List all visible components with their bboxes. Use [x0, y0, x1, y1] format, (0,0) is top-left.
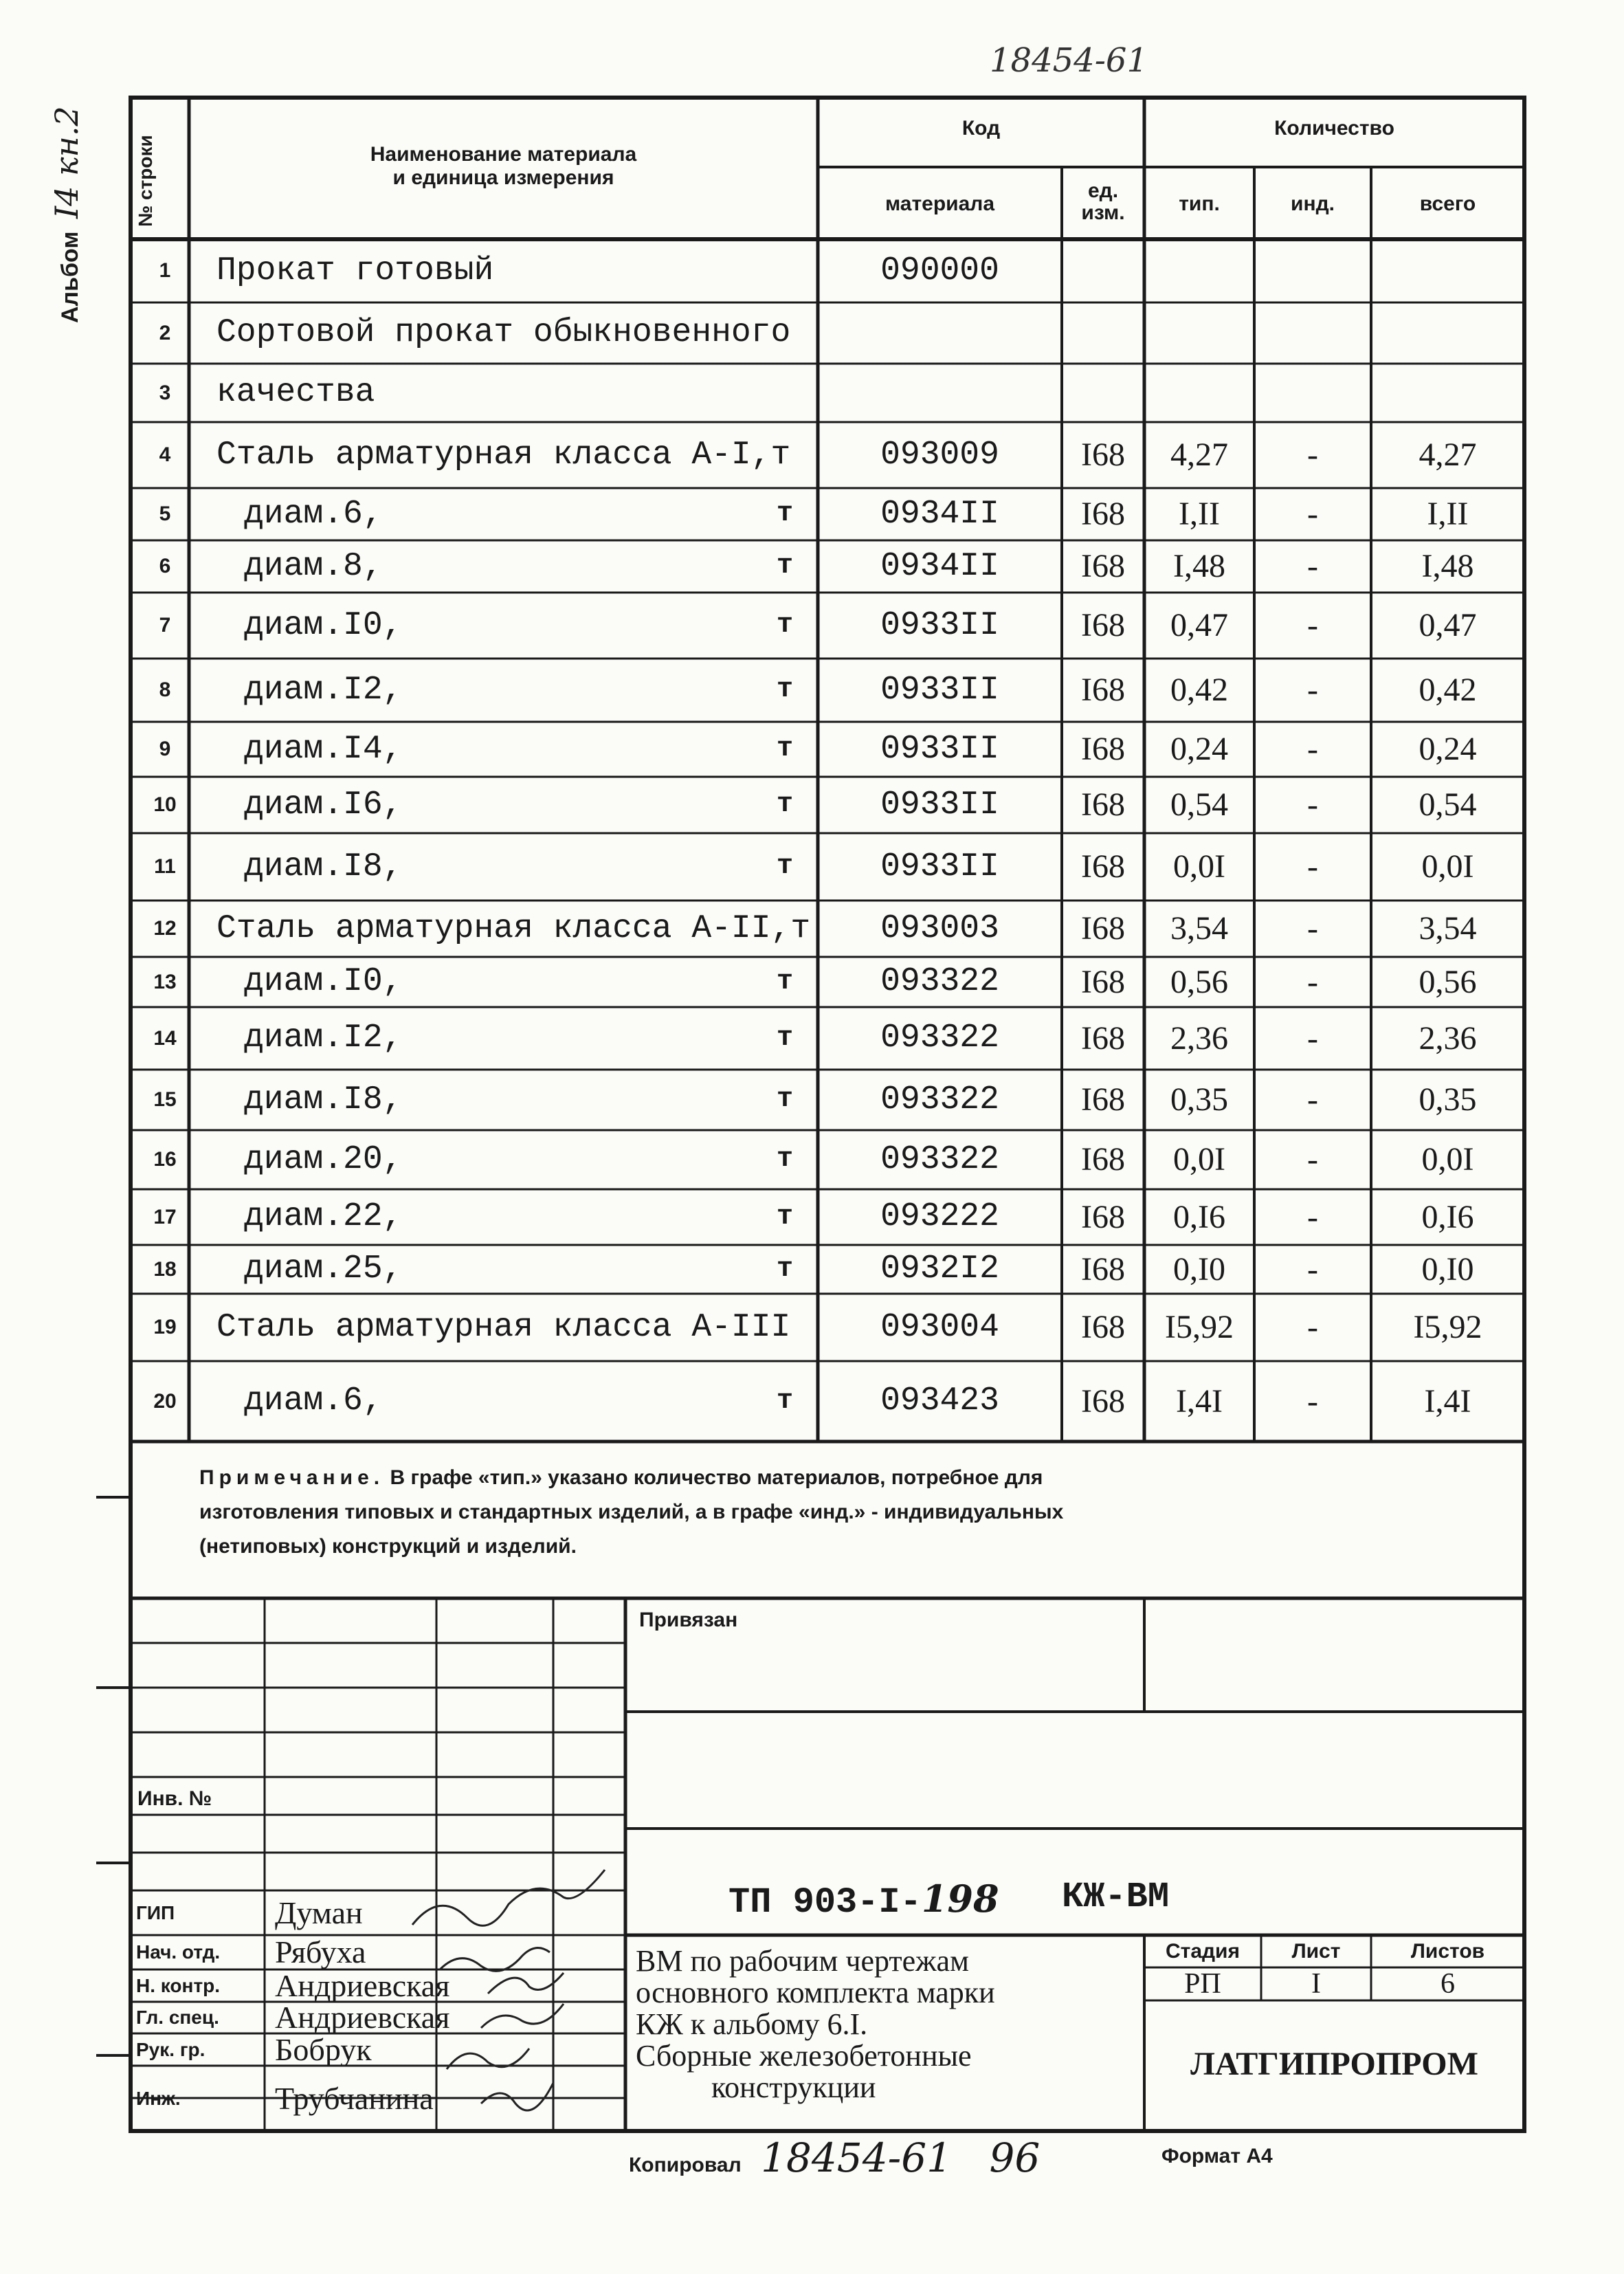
table-row: [0, 1361, 1524, 1442]
row-ind: -: [1307, 1020, 1318, 1057]
row-name: диам.20,: [244, 1141, 403, 1178]
row-total: 0,24: [1419, 731, 1477, 767]
row-typ: I,48: [1173, 548, 1225, 584]
row-ind: -: [1307, 910, 1318, 947]
row-typ: 0,24: [1170, 731, 1228, 767]
row-total: 0,35: [1419, 1081, 1477, 1118]
stamp-role-name: Андриевская: [275, 2000, 450, 2035]
row-typ: I,4I: [1176, 1383, 1223, 1420]
row-unit: I68: [1081, 1081, 1125, 1118]
stamp-inv-no-label: Инв. №: [137, 1787, 212, 1810]
row-total: 4,27: [1419, 437, 1477, 473]
header-row-no: № строки: [135, 135, 156, 227]
row-code: 0933II: [880, 848, 999, 885]
row-name: Сталь арматурная класса А-II,т: [216, 910, 811, 947]
row-number: 3: [159, 382, 171, 404]
row-code: 093222: [880, 1198, 999, 1235]
row-unit-t: т: [777, 1023, 794, 1054]
stamp-title-line-1: ВМ по рабочим чертежам: [636, 1944, 969, 1978]
row-name: качества: [216, 374, 375, 411]
row-name: диам.I2,: [244, 672, 403, 709]
stamp-doc-code-handwritten: 198: [921, 1877, 999, 1921]
row-typ: 4,27: [1170, 437, 1228, 473]
row-name: Сталь арматурная класса А-III: [216, 1309, 791, 1346]
header-unit-line2: изм.: [1081, 201, 1125, 224]
row-unit-t: т: [777, 1254, 794, 1285]
row-unit-t: т: [777, 1084, 794, 1115]
stamp-sheet-value: I: [1311, 1968, 1321, 2000]
row-total: 0,I0: [1421, 1251, 1474, 1288]
row-typ: I5,92: [1165, 1309, 1234, 1345]
row-unit: I68: [1081, 848, 1125, 885]
row-unit: I68: [1081, 1020, 1125, 1057]
row-number: 4: [159, 443, 171, 466]
row-code: 0932I2: [880, 1250, 999, 1288]
table-row: [0, 833, 1524, 901]
row-total: I5,92: [1413, 1309, 1482, 1345]
row-ind: -: [1307, 1383, 1318, 1420]
row-ind: -: [1307, 672, 1318, 708]
footer-copied-number: 96: [989, 2134, 1041, 2181]
stamp-title-line-4: Сборные железобетонные: [636, 2039, 972, 2073]
note-text-1: В графе «тип.» указано количество материалов, потребное для: [390, 1466, 1043, 1489]
stamp-role-name: Рябуха: [275, 1934, 366, 1969]
row-name: диам.I0,: [244, 607, 403, 644]
row-unit-t: т: [777, 1386, 794, 1417]
row-total: 0,56: [1419, 964, 1477, 1000]
note-line-1: [199, 1461, 1063, 1495]
row-ind: -: [1307, 964, 1318, 1000]
row-unit-t: т: [777, 967, 794, 997]
note-block: [199, 1461, 1063, 1564]
row-unit: I68: [1081, 964, 1125, 1000]
row-code: [818, 364, 1062, 422]
stamp-privyazan-label: Привязан: [639, 1609, 738, 1631]
row-unit-t: т: [777, 1144, 794, 1175]
row-total: 0,0I: [1421, 848, 1474, 885]
stamp-title-line-5: конструкции: [711, 2071, 876, 2104]
row-number: 1: [159, 259, 171, 282]
row-total: 0,54: [1419, 786, 1477, 823]
row-code: 093004: [880, 1309, 999, 1346]
row-unit-t: т: [777, 789, 794, 820]
row-code: 093322: [880, 963, 999, 1000]
stamp-doc-code-printed: ТП 903-I-: [728, 1882, 922, 1923]
row-code: 0934II: [880, 496, 999, 533]
row-total: 0,47: [1419, 607, 1477, 643]
row-ind: -: [1307, 786, 1318, 823]
row-total: 0,42: [1419, 672, 1477, 708]
table-row: [0, 488, 1524, 540]
row-total: [1371, 302, 1524, 364]
note-label: Примечание.: [199, 1466, 385, 1489]
row-number: 13: [153, 971, 177, 993]
table-row: [0, 1294, 1524, 1361]
row-unit: [1062, 364, 1144, 422]
side-album-printed: Альбом: [57, 231, 83, 323]
row-name: диам.6,: [244, 496, 383, 533]
side-album-handwritten: I4 кн.2: [48, 106, 85, 219]
table-row: [0, 722, 1524, 777]
header-material: материала: [885, 192, 995, 215]
row-code: 0933II: [880, 672, 999, 709]
stamp-mark: КЖ-ВМ: [1062, 1877, 1170, 1917]
stamp-organization: ЛАТГИПРОПРОМ: [1190, 2046, 1478, 2082]
row-typ: 0,0I: [1173, 848, 1225, 885]
stamp-role-name: Думан: [275, 1895, 363, 1930]
row-name: диам.8,: [244, 548, 383, 585]
row-number: 15: [153, 1088, 177, 1111]
header-code: Код: [961, 117, 1001, 140]
table-row: [0, 1070, 1524, 1130]
row-unit-t: т: [777, 498, 794, 529]
row-code: 093423: [880, 1382, 999, 1420]
row-typ: I,II: [1179, 496, 1220, 532]
stamp-sheet-label: Лист: [1291, 1940, 1341, 1963]
row-code: 0933II: [880, 607, 999, 644]
row-ind: [1254, 302, 1371, 364]
stamp-role-name: Трубчанина: [275, 2081, 434, 2116]
row-typ: 0,0I: [1173, 1141, 1225, 1178]
row-number: 16: [153, 1148, 177, 1171]
row-number: 20: [153, 1390, 177, 1413]
row-ind: -: [1307, 848, 1318, 885]
row-typ: 0,35: [1170, 1081, 1228, 1118]
row-ind: [1254, 364, 1371, 422]
row-number: 19: [153, 1316, 177, 1338]
stamp-role-label: ГИП: [136, 1902, 175, 1923]
row-code: 0933II: [880, 731, 999, 768]
footer-copied-label: Копировал: [629, 2154, 742, 2176]
table-row: [0, 901, 1524, 957]
stamp-sheets-value: 6: [1441, 1968, 1455, 2000]
row-name: диам.I8,: [244, 1081, 403, 1118]
row-ind: -: [1307, 437, 1318, 473]
table-row: [0, 1130, 1524, 1189]
row-total: I,48: [1421, 548, 1474, 584]
row-typ: 0,42: [1170, 672, 1228, 708]
stamp-title: [636, 1945, 995, 2104]
row-name: диам.I6,: [244, 786, 403, 824]
row-number: 10: [153, 793, 177, 816]
row-unit-t: т: [777, 674, 794, 705]
stamp-role-name: Андриевская: [275, 1968, 450, 2003]
row-code: 093322: [880, 1081, 999, 1118]
top-document-number: 18454-61: [990, 41, 1148, 80]
row-unit: I68: [1081, 910, 1125, 947]
row-unit: I68: [1081, 672, 1125, 708]
row-typ: [1144, 239, 1254, 302]
stamp-stage-value: РП: [1184, 1968, 1221, 2000]
note-text-2: изготовления типовых и стандартных изделий, а в графе «инд.» - индивидуальных: [199, 1501, 1064, 1523]
row-unit-t: т: [777, 1202, 794, 1233]
row-unit-t: т: [777, 551, 794, 582]
row-total: 0,0I: [1421, 1141, 1474, 1178]
row-ind: -: [1307, 548, 1318, 584]
row-total: [1371, 364, 1524, 422]
row-ind: -: [1307, 731, 1318, 767]
row-number: 8: [159, 678, 171, 701]
row-number: 18: [153, 1258, 177, 1281]
table-row: [0, 777, 1524, 833]
header-unit-line1: ед.: [1087, 179, 1119, 202]
header-name-line1: Наименование материала: [370, 143, 637, 166]
table-row: [0, 239, 1524, 302]
row-code: 093009: [880, 437, 999, 474]
row-name: диам.22,: [244, 1198, 403, 1235]
stamp-role-label: Нач. отд.: [136, 1941, 221, 1963]
stamp-role-label: Н. контр.: [136, 1975, 221, 1996]
table-row: [0, 1189, 1524, 1245]
row-name: Сталь арматурная класса А-I,т: [216, 437, 791, 474]
row-unit: I68: [1081, 1383, 1125, 1420]
row-ind: -: [1307, 1141, 1318, 1178]
row-total: [1371, 239, 1524, 302]
row-number: 7: [159, 614, 171, 637]
table-row: [0, 1007, 1524, 1070]
row-typ: 3,54: [1170, 910, 1228, 947]
table-row: [0, 1245, 1524, 1294]
row-unit: I68: [1081, 1251, 1125, 1288]
row-typ: 0,I6: [1173, 1199, 1225, 1235]
row-unit: I68: [1081, 1141, 1125, 1178]
row-ind: -: [1307, 1309, 1318, 1345]
footer-copied-handwritten: 18454-61: [761, 2134, 953, 2181]
row-code: [818, 302, 1062, 364]
table-row: [0, 422, 1524, 488]
row-name: диам.I0,: [244, 963, 403, 1000]
row-code: 093003: [880, 910, 999, 947]
row-name: Сортовой прокат обыкновенного: [216, 314, 791, 351]
row-name: Прокат готовый: [216, 252, 494, 289]
row-code: 0934II: [880, 548, 999, 585]
row-total: I,4I: [1424, 1383, 1471, 1420]
row-total: 2,36: [1419, 1020, 1477, 1057]
row-code: 093322: [880, 1141, 999, 1178]
row-unit: I68: [1081, 1199, 1125, 1235]
row-unit-t: т: [777, 851, 794, 882]
row-number: 17: [153, 1206, 177, 1228]
header-quantity: Количество: [1274, 117, 1394, 140]
row-typ: [1144, 364, 1254, 422]
stamp-stage-label: Стадия: [1165, 1940, 1241, 1963]
header-total: всего: [1419, 192, 1476, 215]
row-typ: 0,I0: [1173, 1251, 1225, 1288]
row-ind: -: [1307, 607, 1318, 643]
row-typ: 0,56: [1170, 964, 1228, 1000]
footer-format-label: Формат А4: [1161, 2145, 1273, 2167]
row-number: 5: [159, 503, 171, 525]
row-typ: 0,47: [1170, 607, 1228, 643]
stamp-role-label: Гл. спец.: [136, 2007, 219, 2028]
row-code: 0933II: [880, 786, 999, 824]
row-ind: -: [1307, 1251, 1318, 1288]
row-total: 0,I6: [1421, 1199, 1474, 1235]
row-total: I,II: [1427, 496, 1469, 532]
row-code: 090000: [880, 252, 999, 289]
row-typ: [1144, 302, 1254, 364]
table-row: [0, 302, 1524, 364]
row-ind: [1254, 239, 1371, 302]
table-row: [0, 540, 1524, 593]
row-unit-t: т: [777, 610, 794, 641]
row-total: 3,54: [1419, 910, 1477, 947]
row-typ: 0,54: [1170, 786, 1228, 823]
table-row: [0, 957, 1524, 1007]
footer-copied: [629, 2134, 1040, 2181]
table-row: [0, 659, 1524, 722]
table-row: [0, 364, 1524, 422]
stamp-doc-code: [728, 1877, 999, 1923]
header-ind: инд.: [1291, 192, 1335, 215]
row-unit: I68: [1081, 786, 1125, 823]
row-name: диам.6,: [244, 1382, 383, 1420]
row-name: диам.I4,: [244, 731, 403, 768]
row-unit: [1062, 302, 1144, 364]
row-number: 11: [154, 855, 176, 878]
header-name: [189, 143, 818, 190]
row-number: 12: [153, 917, 177, 940]
stamp-sheets-label: Листов: [1410, 1940, 1485, 1963]
header-typ: тип.: [1179, 192, 1220, 215]
row-unit: [1062, 239, 1144, 302]
row-unit-t: т: [777, 733, 794, 764]
note-text-3: (нетиповых) конструкций и изделий.: [199, 1535, 577, 1558]
stamp-role-name: Бобрук: [275, 2032, 372, 2067]
stamp-role-label: Рук. гр.: [136, 2039, 205, 2060]
stamp-role-label: Инж.: [136, 2088, 181, 2109]
stamp-title-line-3: КЖ к альбому 6.I.: [636, 2007, 868, 2041]
row-number: 2: [159, 322, 171, 344]
row-ind: -: [1307, 496, 1318, 532]
row-name: диам.25,: [244, 1250, 403, 1288]
row-unit: I68: [1081, 731, 1125, 767]
row-number: 14: [153, 1027, 177, 1050]
stamp-title-line-2: основного комплекта марки: [636, 1976, 995, 2009]
row-name: диам.I8,: [244, 848, 403, 885]
row-unit: I68: [1081, 437, 1125, 473]
row-number: 9: [159, 738, 171, 760]
row-unit: I68: [1081, 607, 1125, 643]
header-name-line2: и единица измерения: [392, 166, 614, 189]
row-unit: I68: [1081, 496, 1125, 532]
row-code: 093322: [880, 1019, 999, 1057]
row-name: диам.I2,: [244, 1019, 403, 1057]
header-unit: [1062, 180, 1144, 224]
row-number: 6: [159, 555, 171, 577]
row-ind: -: [1307, 1199, 1318, 1235]
table-row: [0, 593, 1524, 659]
row-ind: -: [1307, 1081, 1318, 1118]
row-typ: 2,36: [1170, 1020, 1228, 1057]
row-unit: I68: [1081, 548, 1125, 584]
row-unit: I68: [1081, 1309, 1125, 1345]
